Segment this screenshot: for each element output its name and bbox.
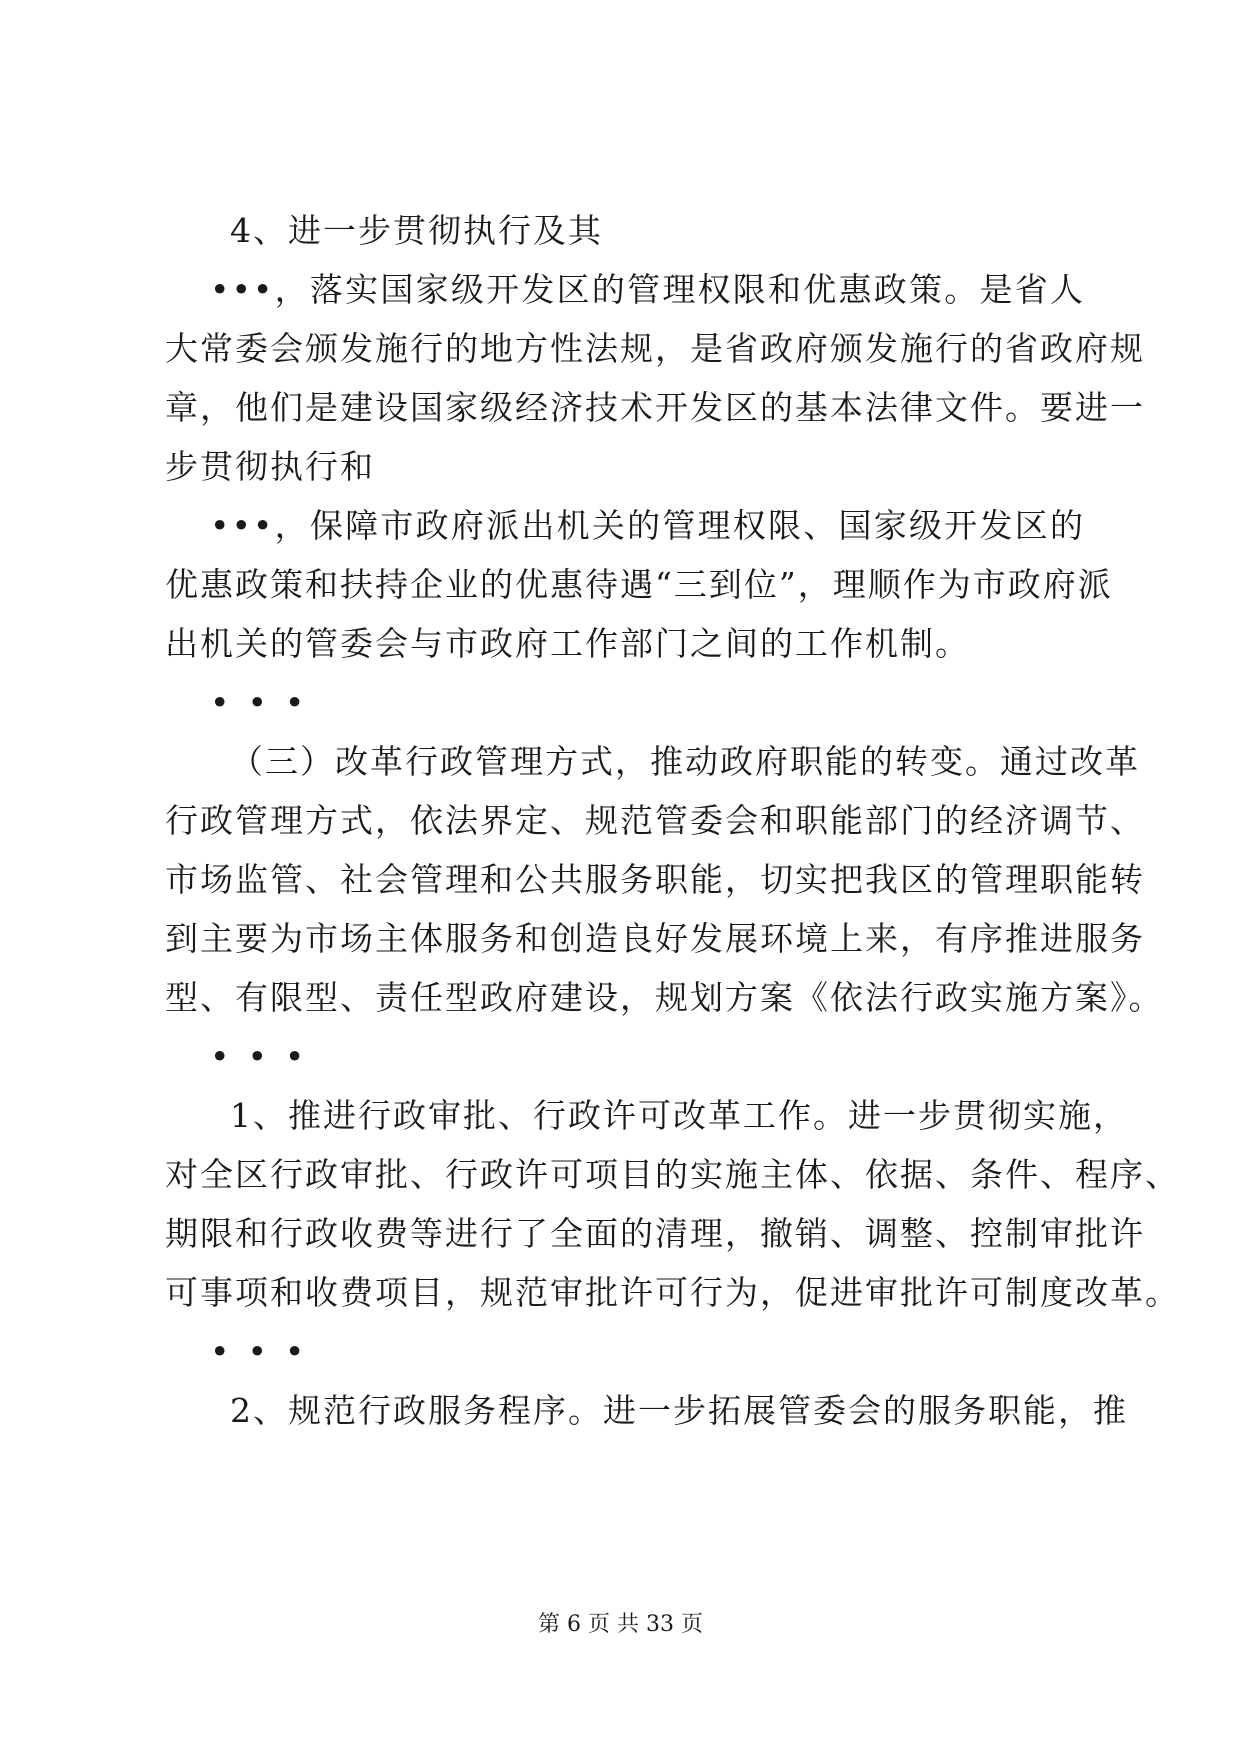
ellipsis-marker-1: ••• (210, 683, 323, 722)
text-line-14: 1、推进行政审批、行政许可改革工作。进一步贯彻实施， (230, 1096, 1128, 1135)
text-line-5: 步贯彻执行和 (165, 447, 375, 486)
text-line-16: 期限和行政收费等进行了全面的清理，撤销、调整、控制审批许 (165, 1214, 1145, 1253)
text-line-9: （三）改革行政管理方式，推动政府职能的转变。通过改革 (230, 742, 1140, 781)
text-line-6: •••，保障市政府派出机关的管理权限、国家级开发区的 (210, 506, 1085, 545)
text-line-12: 到主要为市场主体服务和创造良好发展环境上来，有序推进服务 (165, 919, 1145, 958)
ellipsis-marker-3: ••• (210, 1332, 323, 1371)
text-line-18: 2、规范行政服务程序。进一步拓展管委会的服务职能，推 (230, 1391, 1128, 1430)
text-line-7: 优惠政策和扶持企业的优惠待遇“三到位”，理顺作为市政府派 (165, 565, 1113, 604)
text-line-2: •••，落实国家级开发区的管理权限和优惠政策。是省人 (210, 270, 1085, 309)
text-line-11: 市场监管、社会管理和公共服务职能，切实把我区的管理职能转 (165, 860, 1145, 899)
page-number-footer: 第 6 页 共 33 页 (538, 1612, 703, 1637)
text-line-3: 大常委会颁发施行的地方性法规，是省政府颁发施行的省政府规 (165, 329, 1145, 368)
text-line-1: 4、进一步贯彻执行及其 (230, 211, 603, 250)
text-line-4: 章，他们是建设国家级经济技术开发区的基本法律文件。要进一 (165, 388, 1145, 427)
text-line-10: 行政管理方式，依法界定、规范管委会和职能部门的经济调节、 (165, 801, 1145, 840)
text-line-13: 型、有限型、责任型政府建设，规划方案《依法行政实施方案》。 (165, 978, 1164, 1017)
text-line-8: 出机关的管委会与市政府工作部门之间的工作机制。 (165, 624, 970, 663)
ellipsis-marker-2: ••• (210, 1037, 323, 1076)
text-line-17: 可事项和收费项目，规范审批许可行为，促进审批许可制度改革。 (165, 1273, 1180, 1312)
text-line-15: 对全区行政审批、行政许可项目的实施主体、依据、条件、程序、 (165, 1155, 1180, 1194)
